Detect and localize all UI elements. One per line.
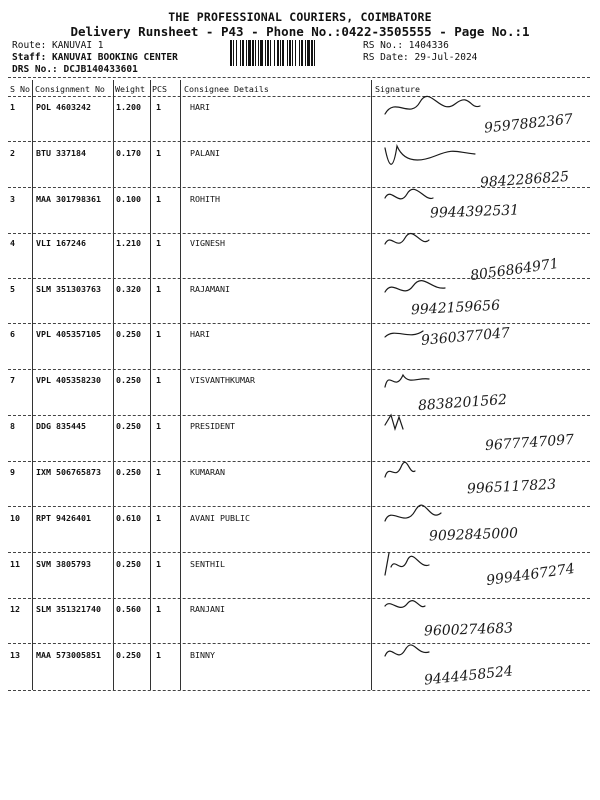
- row-pcs: 1: [156, 329, 161, 339]
- rs-number: RS No.: 1404336: [363, 40, 449, 51]
- divider: [8, 369, 590, 370]
- row-sno: 11: [10, 559, 20, 569]
- row-consignee: HARI: [190, 102, 210, 112]
- row-pcs: 1: [156, 513, 161, 523]
- divider: [8, 552, 590, 553]
- row-weight: 0.250: [116, 467, 141, 477]
- row-consignment-no: DDG 835445: [36, 421, 86, 431]
- row-pcs: 1: [156, 102, 161, 112]
- row-weight: 0.250: [116, 650, 141, 660]
- row-sno: 8: [10, 421, 15, 431]
- divider: [8, 643, 590, 644]
- staff-label: Staff: KANUVAI BOOKING CENTER: [12, 52, 178, 63]
- signature-phone: 9994467274: [485, 560, 577, 590]
- row-consignment-no: SLM 351303763: [36, 284, 101, 294]
- row-sno: 5: [10, 284, 15, 294]
- row-weight: 0.250: [116, 375, 141, 385]
- row-consignment-no: POL 4603242: [36, 102, 91, 112]
- divider: [8, 233, 590, 234]
- row-weight: 0.320: [116, 284, 141, 294]
- divider: [8, 323, 590, 324]
- row-consignment-no: BTU 337184: [36, 148, 86, 158]
- row-consignee: BINNY: [190, 650, 215, 660]
- row-consignment-no: MAA 301798361: [36, 194, 101, 204]
- row-sno: 7: [10, 375, 15, 385]
- col-pcs: PCS: [152, 84, 167, 94]
- divider: [8, 77, 590, 78]
- divider: [8, 690, 590, 691]
- divider: [8, 506, 590, 507]
- signature-scribble: [385, 142, 495, 172]
- row-consignee: ROHITH: [190, 194, 220, 204]
- signature-phone: 9677747097: [484, 431, 575, 455]
- row-consignee: PALANI: [190, 148, 220, 158]
- row-pcs: 1: [156, 375, 161, 385]
- row-consignment-no: VPL 405358230: [36, 375, 101, 385]
- row-sno: 3: [10, 194, 15, 204]
- barcode: [230, 40, 358, 66]
- row-consignment-no: VLI 167246: [36, 238, 86, 248]
- row-consignment-no: VPL 405357105: [36, 329, 101, 339]
- row-consignment-no: IXM 506765873: [36, 467, 101, 477]
- row-weight: 0.250: [116, 421, 141, 431]
- company-title: THE PROFESSIONAL COURIERS, COIMBATORE: [168, 10, 432, 24]
- col-consignment: Consignment No: [35, 84, 105, 94]
- row-weight: 1.200: [116, 102, 141, 112]
- row-consignee: SENTHIL: [190, 559, 225, 569]
- row-consignment-no: SVM 3805793: [36, 559, 91, 569]
- signature-phone: 8838201562: [417, 391, 508, 415]
- row-pcs: 1: [156, 650, 161, 660]
- signature-scribble: [385, 96, 495, 126]
- signature-phone: 9600274683: [423, 620, 514, 640]
- signature-phone: 9092845000: [428, 525, 519, 545]
- signature-phone: 9444458524: [423, 663, 514, 689]
- col-consignee: Consignee Details: [184, 84, 269, 94]
- row-sno: 12: [10, 604, 20, 614]
- row-consignee: RANJANI: [190, 604, 225, 614]
- row-consignee: HARI: [190, 329, 210, 339]
- signature-phone: 9597882367: [483, 111, 574, 137]
- drs-number: DRS No.: DCJB140433601: [12, 64, 138, 75]
- row-sno: 13: [10, 650, 20, 660]
- col-signature: Signature: [375, 84, 420, 94]
- signature-phone: 8056864971: [469, 255, 561, 285]
- row-consignee: AVANI PUBLIC: [190, 513, 250, 523]
- row-pcs: 1: [156, 238, 161, 248]
- row-weight: 0.560: [116, 604, 141, 614]
- divider: [8, 278, 590, 279]
- row-consignee: PRESIDENT: [190, 421, 235, 431]
- col-sno: S No: [10, 84, 30, 94]
- row-sno: 6: [10, 329, 15, 339]
- row-pcs: 1: [156, 148, 161, 158]
- row-consignment-no: MAA 573005851: [36, 650, 101, 660]
- row-pcs: 1: [156, 194, 161, 204]
- row-consignee: VIGNESH: [190, 238, 225, 248]
- signature-phone: 9942159656: [410, 297, 501, 319]
- row-consignee: VISVANTHKUMAR: [190, 375, 255, 385]
- divider: [8, 141, 590, 142]
- row-weight: 0.100: [116, 194, 141, 204]
- col-weight: Weight: [115, 84, 145, 94]
- signature-scribble: [385, 553, 495, 583]
- divider: [8, 461, 590, 462]
- divider: [8, 96, 590, 97]
- signature-phone: 9944392531: [430, 202, 520, 222]
- signature-scribble: [385, 415, 495, 445]
- divider: [8, 598, 590, 599]
- row-sno: 10: [10, 513, 20, 523]
- row-sno: 1: [10, 102, 15, 112]
- row-pcs: 1: [156, 604, 161, 614]
- row-weight: 0.610: [116, 513, 141, 523]
- signature-phone: 9842286825: [479, 168, 570, 192]
- row-weight: 0.170: [116, 148, 141, 158]
- rs-date: RS Date: 29-Jul-2024: [363, 52, 478, 63]
- row-pcs: 1: [156, 559, 161, 569]
- runsheet-subtitle: Delivery Runsheet - P43 - Phone No.:0422-3505555 - Page No.:1: [70, 24, 530, 39]
- divider: [8, 187, 590, 188]
- row-consignee: KUMARAN: [190, 467, 225, 477]
- signature-phone: 9965117823: [466, 476, 557, 498]
- row-weight: 0.250: [116, 329, 141, 339]
- row-consignment-no: SLM 351321740: [36, 604, 101, 614]
- row-consignment-no: RPT 9426401: [36, 513, 91, 523]
- divider: [8, 415, 590, 416]
- signature-scribble: [385, 232, 495, 262]
- row-pcs: 1: [156, 421, 161, 431]
- route-label: Route: KANUVAI 1: [12, 40, 104, 51]
- signature-phone: 9360377047: [420, 325, 511, 349]
- row-pcs: 1: [156, 284, 161, 294]
- row-consignee: RAJAMANI: [190, 284, 230, 294]
- row-weight: 0.250: [116, 559, 141, 569]
- row-sno: 2: [10, 148, 15, 158]
- row-sno: 9: [10, 467, 15, 477]
- row-sno: 4: [10, 238, 15, 248]
- row-pcs: 1: [156, 467, 161, 477]
- row-weight: 1.210: [116, 238, 141, 248]
